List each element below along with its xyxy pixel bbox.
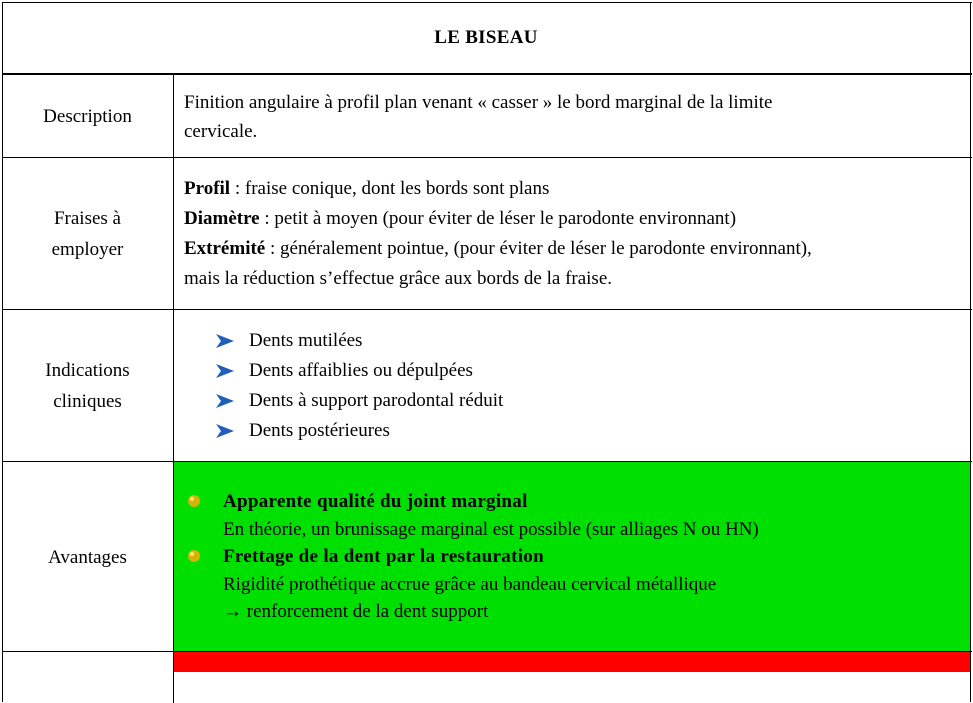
avantage-line: En théorie, un brunissage marginal est possible (sur alliages N ou HN) bbox=[223, 518, 759, 540]
list-item bbox=[215, 326, 970, 356]
border-row-4 bbox=[2, 651, 972, 652]
indication-text: Dents mutilées bbox=[249, 330, 363, 351]
description-line-2: cervicale. bbox=[184, 121, 258, 142]
avantage-heading: Frettage de la dent par la restauration bbox=[223, 546, 544, 567]
next-row-cell bbox=[173, 652, 970, 672]
list-item bbox=[215, 356, 970, 386]
border-right bbox=[970, 2, 971, 702]
avantage-item bbox=[187, 543, 970, 626]
indications-body bbox=[173, 310, 970, 462]
border-left bbox=[2, 2, 3, 702]
indications-label bbox=[2, 310, 173, 462]
border-top bbox=[2, 2, 972, 3]
row-avantages bbox=[2, 462, 970, 652]
fraises-body bbox=[173, 158, 970, 310]
list-item bbox=[215, 386, 970, 416]
gem-bullet-icon bbox=[187, 494, 201, 508]
avantages-label: Avantages bbox=[48, 546, 127, 568]
row-fraises bbox=[2, 158, 970, 310]
fraises-label bbox=[2, 158, 173, 310]
fraise-diametre-text: : petit à moyen (pour éviter de léser le parodonte environnant) bbox=[259, 208, 737, 229]
fraise-continuation: mais la réduction s’effectue grâce aux bords de la fraise. bbox=[184, 268, 613, 289]
row-description bbox=[2, 74, 970, 158]
indications-label-line-2: cliniques bbox=[53, 391, 122, 412]
gem-bullet-icon bbox=[187, 549, 201, 563]
indications-list bbox=[215, 326, 970, 446]
fraise-diametre-term: Diamètre bbox=[184, 208, 260, 229]
avantage-line: → renforcement de la dent support bbox=[223, 601, 489, 622]
fraise-extremite bbox=[184, 234, 970, 264]
fraises-label-line-1: Fraises à bbox=[53, 208, 121, 229]
border-column bbox=[173, 73, 174, 703]
biseau-table bbox=[2, 2, 970, 702]
fraise-extremite-text: : généralement pointue, (pour éviter de léser le parodonte environnant), bbox=[265, 238, 812, 259]
fraise-diametre bbox=[184, 204, 970, 234]
description-label: Description bbox=[43, 105, 132, 127]
fraise-profil-term: Profil bbox=[184, 178, 231, 199]
arrow-bullet-icon bbox=[215, 393, 235, 409]
indications-label-line-1: Indications bbox=[45, 360, 130, 381]
border-row-1 bbox=[2, 157, 972, 158]
row-indications bbox=[2, 310, 970, 462]
description-text bbox=[173, 74, 970, 158]
avantage-heading: Apparente qualité du joint marginal bbox=[223, 491, 528, 512]
fraise-extremite-term: Extrémité bbox=[184, 238, 266, 259]
indication-text: Dents postérieures bbox=[249, 420, 390, 441]
row-next bbox=[2, 652, 970, 672]
fraises-label-line-2: employer bbox=[51, 239, 124, 260]
arrow-bullet-icon bbox=[215, 363, 235, 379]
avantage-line: Rigidité prothétique accrue grâce au bandeau cervical métallique bbox=[223, 573, 717, 595]
table-title: LE BISEAU bbox=[434, 27, 538, 48]
avantages-body bbox=[173, 462, 970, 652]
indication-text: Dents affaiblies ou dépulpées bbox=[249, 360, 473, 381]
avantage-item bbox=[187, 488, 970, 543]
arrow-bullet-icon bbox=[215, 333, 235, 349]
description-line-1: Finition angulaire à profil plan venant « casser » le bord marginal de la limite bbox=[184, 92, 773, 113]
indication-text: Dents à support parodontal réduit bbox=[249, 390, 504, 411]
fraise-profil bbox=[184, 174, 970, 204]
arrow-bullet-icon bbox=[215, 423, 235, 439]
border-row-3 bbox=[2, 461, 972, 462]
border-row-2 bbox=[2, 309, 972, 310]
list-item bbox=[215, 416, 970, 446]
fraise-profil-text: : fraise conique, dont les bords sont plans bbox=[230, 178, 550, 199]
border-title-bottom bbox=[2, 73, 972, 75]
